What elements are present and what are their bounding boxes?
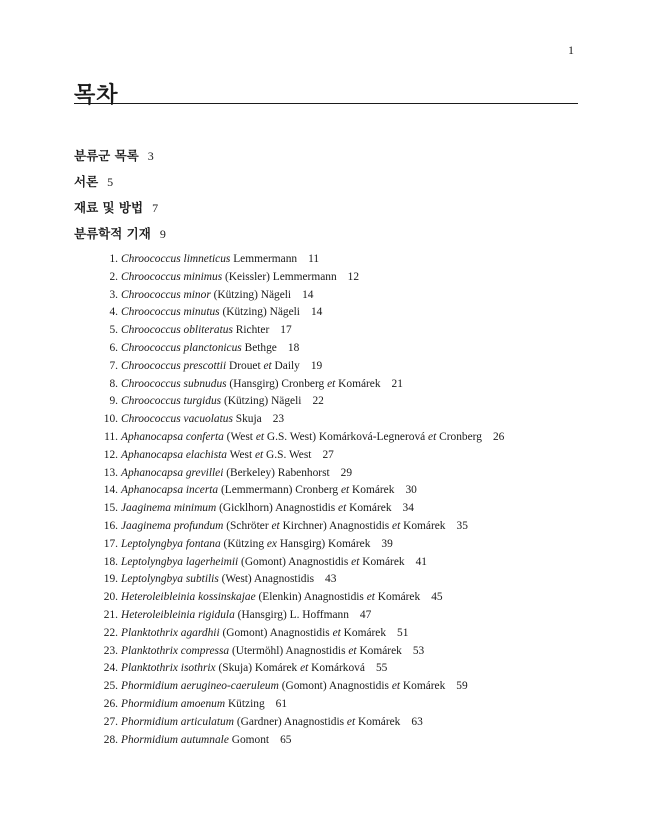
toc-entry-number: 27. (103, 715, 118, 728)
taxon-author-text: Komárek (340, 626, 387, 639)
taxon-author-text: Daily (271, 359, 300, 372)
taxon-italic-text: ex (266, 537, 277, 550)
toc-entry-number: 8. (109, 377, 118, 390)
toc-entry-page: 29 (340, 466, 353, 479)
taxon-italic-text: Phormidium amoenum (121, 697, 226, 710)
taxon-author-text: Komárek (356, 644, 402, 657)
toc-entry[interactable] (96, 465, 576, 483)
toc-entry[interactable] (96, 714, 576, 732)
toc-entry-title (121, 660, 387, 678)
taxon-author-text: (Schröter (223, 519, 272, 532)
toc-section[interactable] (74, 169, 166, 195)
toc-entry-title (121, 518, 468, 536)
toc-entry-title (121, 625, 408, 643)
toc-entry-page: 12 (347, 270, 360, 283)
toc-section-label: 분류군 목록 (74, 148, 139, 163)
taxon-author-text: Bethge (241, 341, 277, 354)
taxon-author-text: Kützing (225, 697, 265, 710)
toc-entry-number: 12. (103, 448, 118, 461)
taxon-italic-text: et (366, 591, 375, 604)
toc-entry-number: 26. (103, 697, 118, 710)
page-number: 1 (568, 43, 574, 57)
toc-entry[interactable] (96, 536, 576, 554)
taxon-italic-text: Chroococcus prescottii (121, 359, 227, 372)
taxon-italic-text: Jaaginema minimum (121, 502, 217, 515)
taxon-italic-text: et (351, 555, 360, 568)
taxon-italic-text: et (263, 359, 272, 372)
toc-entry-title (121, 447, 334, 465)
toc-entry-number: 25. (103, 680, 118, 693)
taxon-italic-text: et (327, 377, 336, 390)
taxon-author-text: (Skuja) Komárek (215, 662, 301, 675)
toc-entry-title (121, 696, 287, 714)
toc-entry-title (121, 643, 424, 661)
taxon-author-text: Komárek (346, 502, 392, 515)
taxon-author-text: (Lemmermann) Cronberg (218, 484, 341, 497)
taxon-italic-text: Chroococcus minor (121, 288, 211, 301)
toc-entry[interactable] (96, 607, 576, 625)
toc-entry-page: 11 (308, 253, 320, 265)
page-title: 목차 (74, 83, 119, 108)
toc-entry-number: 18. (103, 555, 118, 568)
toc-entry-number: 10. (103, 413, 118, 426)
toc-entry[interactable] (96, 393, 576, 411)
taxon-italic-text: Chroococcus limneticus (121, 253, 231, 265)
toc-entry-number: 4. (109, 306, 118, 319)
taxon-italic-text: Phormidium aerugineo-caeruleum (121, 680, 279, 693)
toc-entry-page: 47 (359, 608, 372, 621)
toc-entry-page: 19 (310, 359, 323, 372)
taxon-italic-text: Planktothrix isothrix (121, 662, 216, 675)
taxon-author-text: (Elenkin) Anagnostidis (255, 591, 367, 604)
toc-entry-number: 17. (103, 537, 118, 550)
taxon-italic-text: Jaaginema profundum (121, 519, 224, 532)
toc-entry-number: 11. (104, 430, 118, 443)
toc-entry-number: 24. (103, 662, 118, 675)
taxon-italic-text: et (428, 430, 437, 443)
toc-entry[interactable] (96, 429, 576, 447)
toc-entry-number: 1. (109, 253, 118, 265)
taxon-italic-text: et (255, 430, 265, 443)
taxon-author-text: G.S. West (263, 448, 312, 461)
taxon-author-text: Richter (232, 324, 270, 337)
toc-entry-title (121, 732, 291, 750)
toc-entry-page: 14 (310, 306, 323, 319)
toc-entry-number: 22. (103, 626, 118, 639)
toc-entry-number: 5. (109, 324, 118, 337)
taxon-author-text: (Gomont) Anagnostidis (278, 680, 392, 693)
taxon-author-text: Komárek (400, 519, 446, 532)
taxon-italic-text: Phormidium articulatum (121, 715, 234, 728)
taxon-italic-text: Leptolyngbya fontana (121, 537, 221, 550)
taxon-author-text: Cronberg (436, 430, 482, 443)
toc-entry[interactable] (96, 571, 576, 589)
taxon-author-text: (Utermöhl) Anagnostidis (229, 644, 349, 657)
toc-entry-page: 18 (287, 341, 300, 354)
toc-entry-title (121, 322, 292, 340)
taxon-italic-text: et (391, 680, 401, 693)
toc-entry[interactable] (96, 322, 576, 340)
toc-entry-page: 59 (456, 680, 468, 693)
taxon-author-text: Gomont (228, 733, 270, 746)
taxon-author-text: Komárek (400, 680, 446, 693)
toc-entry-title (121, 554, 427, 572)
toc-entry-page: 45 (431, 591, 443, 604)
toc-entry-title (121, 269, 359, 287)
toc-entry-number: 13. (103, 466, 118, 479)
taxon-author-text: (West (223, 430, 256, 443)
taxon-author-text: (Berkeley) Rabenhorst (223, 466, 330, 479)
toc-entry-page: 22 (312, 395, 324, 408)
toc-entry-page: 27 (322, 448, 334, 461)
taxon-author-text: G.S. West) Komárková-Legnerová (264, 430, 429, 443)
taxon-italic-text: Aphanocapsa elachista (121, 448, 227, 461)
taxon-author-text: (Gardner) Anagnostidis (233, 715, 347, 728)
taxon-author-text: Komárek (374, 591, 421, 604)
taxon-italic-text: Aphanocapsa conferta (121, 430, 224, 443)
toc-entry-title (121, 376, 403, 394)
toc-section-label: 서론 (74, 174, 99, 189)
toc-entry-page: 65 (280, 733, 292, 746)
toc-entry[interactable] (96, 554, 576, 572)
taxon-author-text: (Kützing (220, 537, 267, 550)
toc-entry[interactable] (96, 696, 576, 714)
taxon-author-text: Skuja (232, 413, 262, 426)
title-divider (74, 103, 578, 104)
taxon-author-text: (Keissler) Lemmermann (222, 270, 337, 283)
taxon-author-text: Kirchner) Anagnostidis (279, 519, 393, 532)
taxon-author-text: (Gomont) Anagnostidis (219, 626, 333, 639)
toc-entry[interactable] (96, 287, 576, 305)
toc-entry-title (121, 358, 322, 376)
toc-entry-number: 20. (103, 591, 118, 604)
taxon-italic-text: et (346, 715, 356, 728)
toc-entry-title (121, 304, 322, 322)
toc-entry-title (121, 589, 443, 607)
toc-entry-number: 19. (103, 573, 118, 586)
toc-entry[interactable] (96, 411, 576, 429)
toc-entry-title (121, 340, 299, 358)
taxon-italic-text: et (332, 626, 341, 639)
taxon-italic-text: Chroococcus vacuolatus (121, 413, 233, 426)
taxon-author-text: Drouet (226, 359, 264, 372)
taxon-italic-text: Heteroleibleinia rigidula (121, 608, 235, 621)
toc-entry[interactable] (96, 269, 576, 287)
toc-section-page: 5 (107, 175, 114, 189)
toc-section[interactable] (74, 195, 166, 221)
toc-entry-page: 34 (402, 502, 414, 515)
taxon-author-text: Komárek (349, 484, 395, 497)
toc-section-page: 3 (147, 149, 154, 163)
section-list (74, 143, 166, 247)
toc-entry-title (121, 287, 313, 305)
toc-entry-title (121, 393, 324, 411)
toc-entry-page: 53 (412, 644, 425, 657)
taxon-author-text: Hansgirg) Komárek (276, 537, 371, 550)
toc-section[interactable] (74, 221, 166, 247)
toc-entry-title (121, 465, 352, 483)
taxon-italic-text: Phormidium autumnale (121, 733, 229, 746)
toc-entry-page: 43 (325, 573, 337, 586)
taxon-italic-text: Chroococcus obliteratus (121, 324, 233, 337)
toc-entry[interactable] (96, 643, 576, 661)
toc-entry-title (121, 411, 284, 429)
taxon-italic-text: et (348, 644, 357, 657)
toc-entry-title (121, 607, 371, 625)
toc-section[interactable] (74, 143, 166, 169)
toc-section-label: 분류학적 기재 (74, 226, 151, 241)
toc-entry-number: 6. (109, 341, 118, 354)
taxon-author-text: (Kützing) Nägeli (210, 288, 292, 301)
taxon-italic-text: Chroococcus minutus (121, 306, 220, 319)
taxon-italic-text: Planktothrix compressa (121, 644, 230, 657)
taxon-italic-text: et (300, 662, 309, 675)
taxon-list (96, 251, 576, 749)
toc-entry[interactable] (96, 732, 576, 750)
toc-entry-number: 9. (109, 395, 118, 408)
toc-entry[interactable] (96, 251, 576, 269)
taxon-italic-text: et (271, 519, 280, 532)
toc-section-page: 7 (152, 201, 159, 215)
taxon-author-text: West (226, 448, 255, 461)
toc-section-page: 9 (159, 227, 166, 241)
taxon-italic-text: Heteroleibleinia kossinskajae (121, 591, 256, 604)
toc-entry[interactable] (96, 589, 576, 607)
toc-entry-title (121, 571, 336, 589)
taxon-author-text: Komárková (308, 662, 365, 675)
toc-entry-page: 61 (275, 697, 288, 710)
toc-entry-title (121, 536, 393, 554)
taxon-italic-text: et (392, 519, 401, 532)
toc-entry[interactable] (96, 340, 576, 358)
taxon-italic-text: Aphanocapsa incerta (121, 484, 219, 497)
toc-entry[interactable] (96, 358, 576, 376)
taxon-author-text: Komárek (335, 377, 381, 390)
taxon-author-text: (Gicklhorn) Anagnostidis (216, 502, 339, 515)
toc-entry-page: 30 (405, 484, 417, 497)
toc-entry-number: 23. (103, 644, 118, 657)
toc-entry-number: 21. (103, 608, 118, 621)
taxon-author-text: (Kützing) Nägeli (219, 306, 300, 319)
toc-entry-title (121, 251, 319, 269)
toc-entry[interactable] (96, 625, 576, 643)
taxon-italic-text: Chroococcus turgidus (121, 395, 222, 408)
toc-entry[interactable] (96, 500, 576, 518)
taxon-author-text: (Hansgirg) L. Hoffmann (234, 608, 349, 621)
toc-entry[interactable] (96, 376, 576, 394)
taxon-italic-text: Leptolyngbya subtilis (121, 573, 219, 586)
toc-entry-page: 63 (411, 715, 423, 728)
taxon-author-text: (Kützing) Nägeli (221, 395, 302, 408)
taxon-italic-text: Chroococcus subnudus (121, 377, 227, 390)
toc-entry[interactable] (96, 678, 576, 696)
toc-entry-title (121, 678, 468, 696)
toc-entry-page: 17 (280, 324, 292, 337)
toc-entry-page: 14 (302, 288, 314, 301)
taxon-author-text: (Gomont) Anagnostidis (238, 555, 352, 568)
taxon-author-text: (West) Anagnostidis (218, 573, 315, 586)
taxon-italic-text: Leptolyngbya lagerheimii (121, 555, 239, 568)
taxon-italic-text: Planktothrix agardhii (121, 626, 220, 639)
toc-entry-page: 51 (397, 626, 409, 639)
taxon-italic-text: Chroococcus planctonicus (121, 341, 242, 354)
taxon-author-text: Komárek (355, 715, 401, 728)
toc-entry-title (121, 482, 417, 500)
taxon-italic-text: et (338, 502, 347, 515)
toc-entry-title (121, 429, 504, 447)
taxon-author-text: Lemmermann (230, 253, 298, 265)
taxon-italic-text: et (254, 448, 264, 461)
toc-entry-number: 3. (109, 288, 118, 301)
toc-entry-title (121, 714, 423, 732)
toc-entry-page: 23 (272, 413, 285, 426)
toc-entry[interactable] (96, 518, 576, 536)
toc-entry-number: 2. (109, 270, 118, 283)
toc-entry-number: 14. (103, 484, 118, 497)
taxon-italic-text: et (340, 484, 350, 497)
toc-entry-number: 7. (109, 359, 118, 372)
toc-entry-page: 35 (456, 519, 468, 532)
toc-entry[interactable] (96, 482, 576, 500)
toc-entry[interactable] (96, 447, 576, 465)
toc-entry-page: 39 (381, 537, 393, 550)
taxon-author-text: Komárek (359, 555, 405, 568)
toc-section-label: 재료 및 방법 (74, 200, 144, 215)
taxon-italic-text: Chroococcus minimus (121, 270, 223, 283)
toc-entry-number: 16. (103, 519, 118, 532)
toc-entry-page: 55 (375, 662, 388, 675)
toc-entry-number: 15. (103, 502, 118, 515)
taxon-author-text: (Hansgirg) Cronberg (226, 377, 328, 390)
taxon-italic-text: Aphanocapsa grevillei (121, 466, 224, 479)
toc-entry-number: 28. (103, 733, 118, 746)
toc-entry[interactable] (96, 660, 576, 678)
toc-entry-page: 21 (391, 377, 403, 390)
toc-entry-page: 41 (415, 555, 427, 568)
toc-entry-title (121, 500, 414, 518)
toc-entry[interactable] (96, 304, 576, 322)
toc-entry-page: 26 (492, 430, 505, 443)
